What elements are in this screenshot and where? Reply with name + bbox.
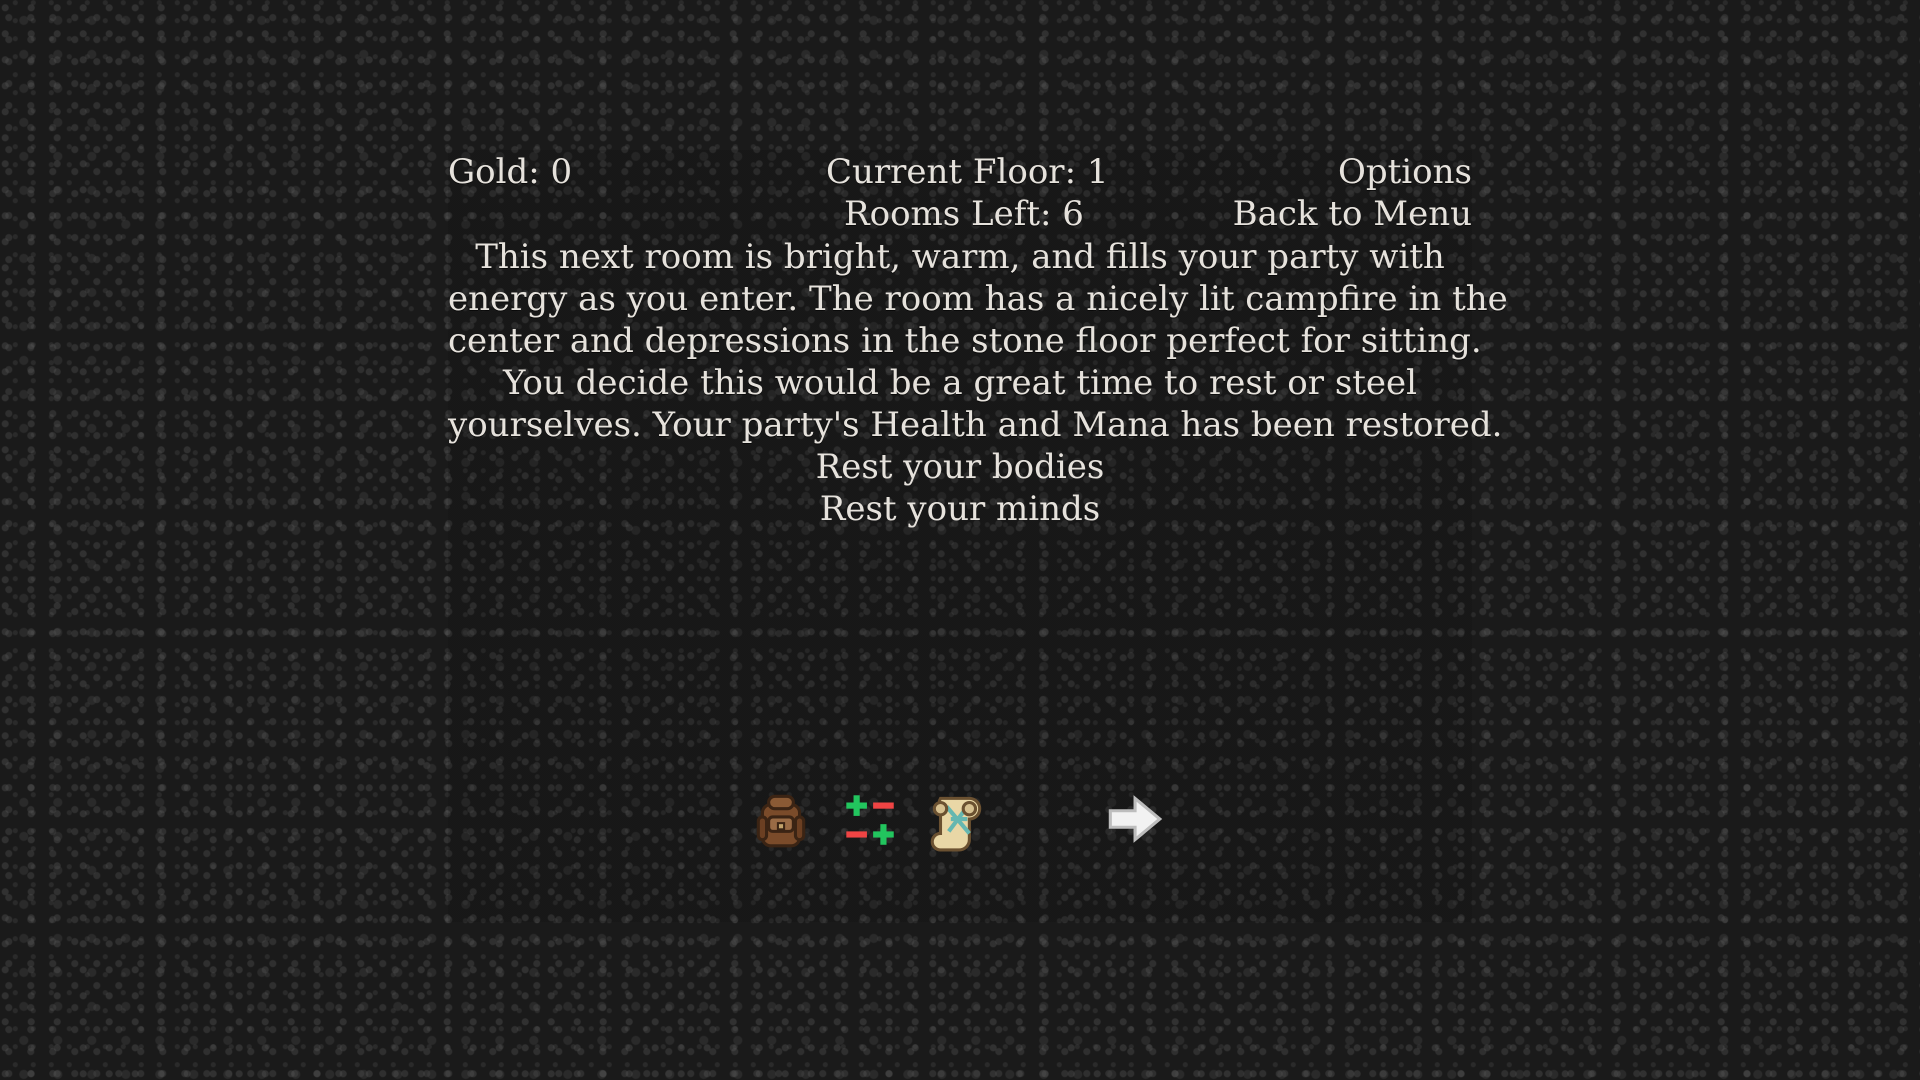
- stats-plus-minus-icon[interactable]: [836, 786, 902, 852]
- room-description: [448, 236, 1508, 446]
- room-description-line: This next room is bright, warm, and fills your party with: [475, 237, 1445, 277]
- room-description-line: yourselves. Your party's Health and Mana has been restored.: [448, 405, 1503, 445]
- options-button[interactable]: Options: [1338, 152, 1472, 192]
- room-description-line: You decide this would be a great time to rest or steel: [502, 363, 1418, 403]
- gold-counter: Gold: 0: [448, 152, 573, 192]
- back-to-menu-button[interactable]: Back to Menu: [1232, 194, 1472, 234]
- backpack-icon[interactable]: [748, 786, 814, 852]
- rooms-left-label: Rooms Left: 6: [844, 194, 1084, 234]
- choice-list: [448, 446, 1472, 530]
- choice-rest-bodies[interactable]: Rest your bodies: [815, 447, 1105, 487]
- bottom-toolbar: [748, 786, 1178, 852]
- room-description-line: energy as you enter. The room has a nicely lit campfire in the: [448, 279, 1508, 319]
- scroll-map-icon[interactable]: [924, 786, 990, 852]
- choice-rest-minds[interactable]: Rest your minds: [819, 489, 1101, 529]
- next-arrow-icon[interactable]: [1100, 786, 1166, 852]
- room-description-line: center and depressions in the stone floor perfect for sitting.: [448, 321, 1482, 361]
- current-floor-label: Current Floor: 1: [826, 152, 1109, 192]
